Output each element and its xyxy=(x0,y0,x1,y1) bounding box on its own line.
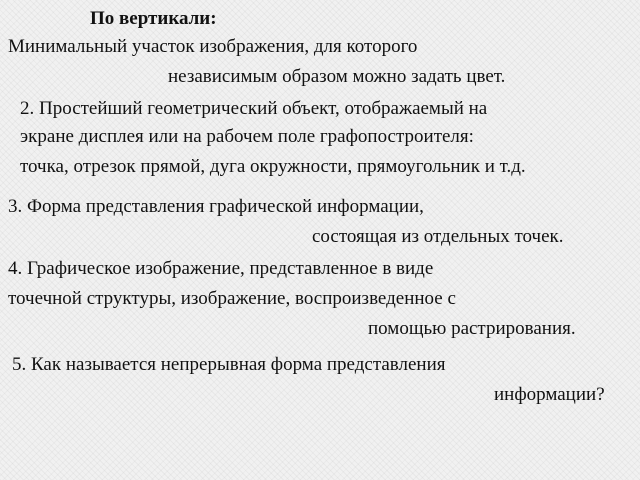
clue-3-line-2: состоящая из отдельных точек. xyxy=(312,226,564,247)
clue-2-line-1: 2. Простейший геометрический объект, отображаемый на xyxy=(20,98,488,119)
clue-2-line-2: экране дисплея или на рабочем поле графопостроителя: xyxy=(20,126,474,147)
clue-1-line-1: Минимальный участок изображения, для которого xyxy=(8,36,418,57)
clue-3-line-1: 3. Форма представления графической информации, xyxy=(8,196,424,217)
clue-5-line-1: 5. Как называется непрерывная форма представления xyxy=(12,354,446,375)
vertical-heading: По вертикали: xyxy=(90,8,217,29)
clue-1-line-2: независимым образом можно задать цвет. xyxy=(168,66,506,87)
clue-2-line-3: точка, отрезок прямой, дуга окружности, прямоугольник и т.д. xyxy=(20,156,526,177)
clue-4-line-1: 4. Графическое изображение, представленное в виде xyxy=(8,258,434,279)
clue-4-line-3: помощью растрирования. xyxy=(368,318,576,339)
clue-4-line-2: точечной структуры, изображение, воспроизведенное с xyxy=(8,288,456,309)
clue-5-line-2: информации? xyxy=(494,384,605,405)
